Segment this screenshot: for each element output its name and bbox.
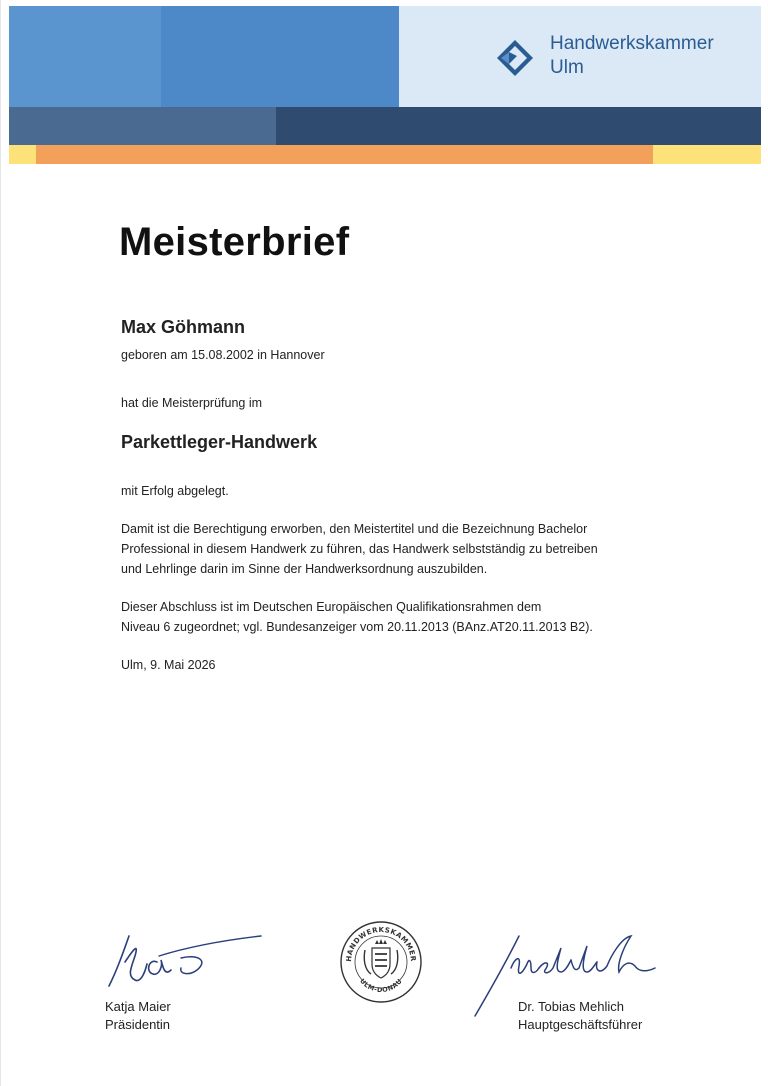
header-middle-band [9,107,761,145]
stripe-yellow-left [9,145,36,164]
signer-left-name: Katja Maier [105,999,171,1014]
signature-left [101,928,266,993]
rights-paragraph [121,519,598,579]
header-block-navy-light [9,107,276,145]
chamber-seal [339,920,423,1004]
coat-of-arms-icon [364,939,398,978]
result-line: mit Erfolg abgelegt. [121,484,229,498]
place-date: Ulm, 9. Mai 2026 [121,658,216,672]
certificate-title: Meisterbrief [119,220,350,264]
qualification-line: Niveau 6 zugeordnet; vgl. Bundesanzeiger vom 20.11.2013 (BAnz.AT20.11.2013 B2). [121,620,593,634]
chamber-logo-text [550,32,714,80]
signer-right-role: Hauptgeschäftsführer [518,1017,643,1032]
signer-right [518,998,642,1034]
header-block-navy-dark [276,107,761,145]
signer-left-role: Präsidentin [105,1017,171,1032]
holder-name: Max Göhmann [121,317,246,337]
qualification-paragraph [121,597,593,637]
header-banner [9,6,761,164]
header-block-blue-mid [161,6,399,107]
header-block-blue-light [9,6,161,107]
qualification-line: Dieser Abschluss ist im Deutschen Europäischen Qualifikationsrahmen dem [121,600,542,614]
header-bottom-stripe [9,145,761,164]
seal-bottom-text: ULM-DONAU [358,977,404,995]
chamber-name-line1: Handwerkskammer [550,33,714,54]
stripe-yellow-right [653,145,761,164]
rights-line: Damit ist die Berechtigung erworben, den Meistertitel und die Bezeichnung Bachelor [121,522,588,536]
rights-line: Professional in diesem Handwerk zu führen, das Handwerk selbstständig zu betreiben [121,542,598,556]
chamber-logo [495,30,735,90]
stripe-orange [36,145,653,164]
chamber-logo-icon [495,38,535,78]
chamber-name-line2: Ulm [550,57,584,78]
birth-line: geboren am 15.08.2002 in Hannover [121,348,325,362]
svg-text:ULM-DONAU [358,977,404,994]
signer-left [105,998,171,1034]
exam-line: hat die Meisterprüfung im [121,396,263,410]
rights-line: und Lehrlinge darin im Sinne der Handwerksordnung auszubilden. [121,562,488,576]
trade-name: Parkettleger-Handwerk [121,432,318,452]
signer-right-name: Dr. Tobias Mehlich [518,999,624,1014]
seal-top-text: HANDWERKSKAMMER [344,925,418,963]
